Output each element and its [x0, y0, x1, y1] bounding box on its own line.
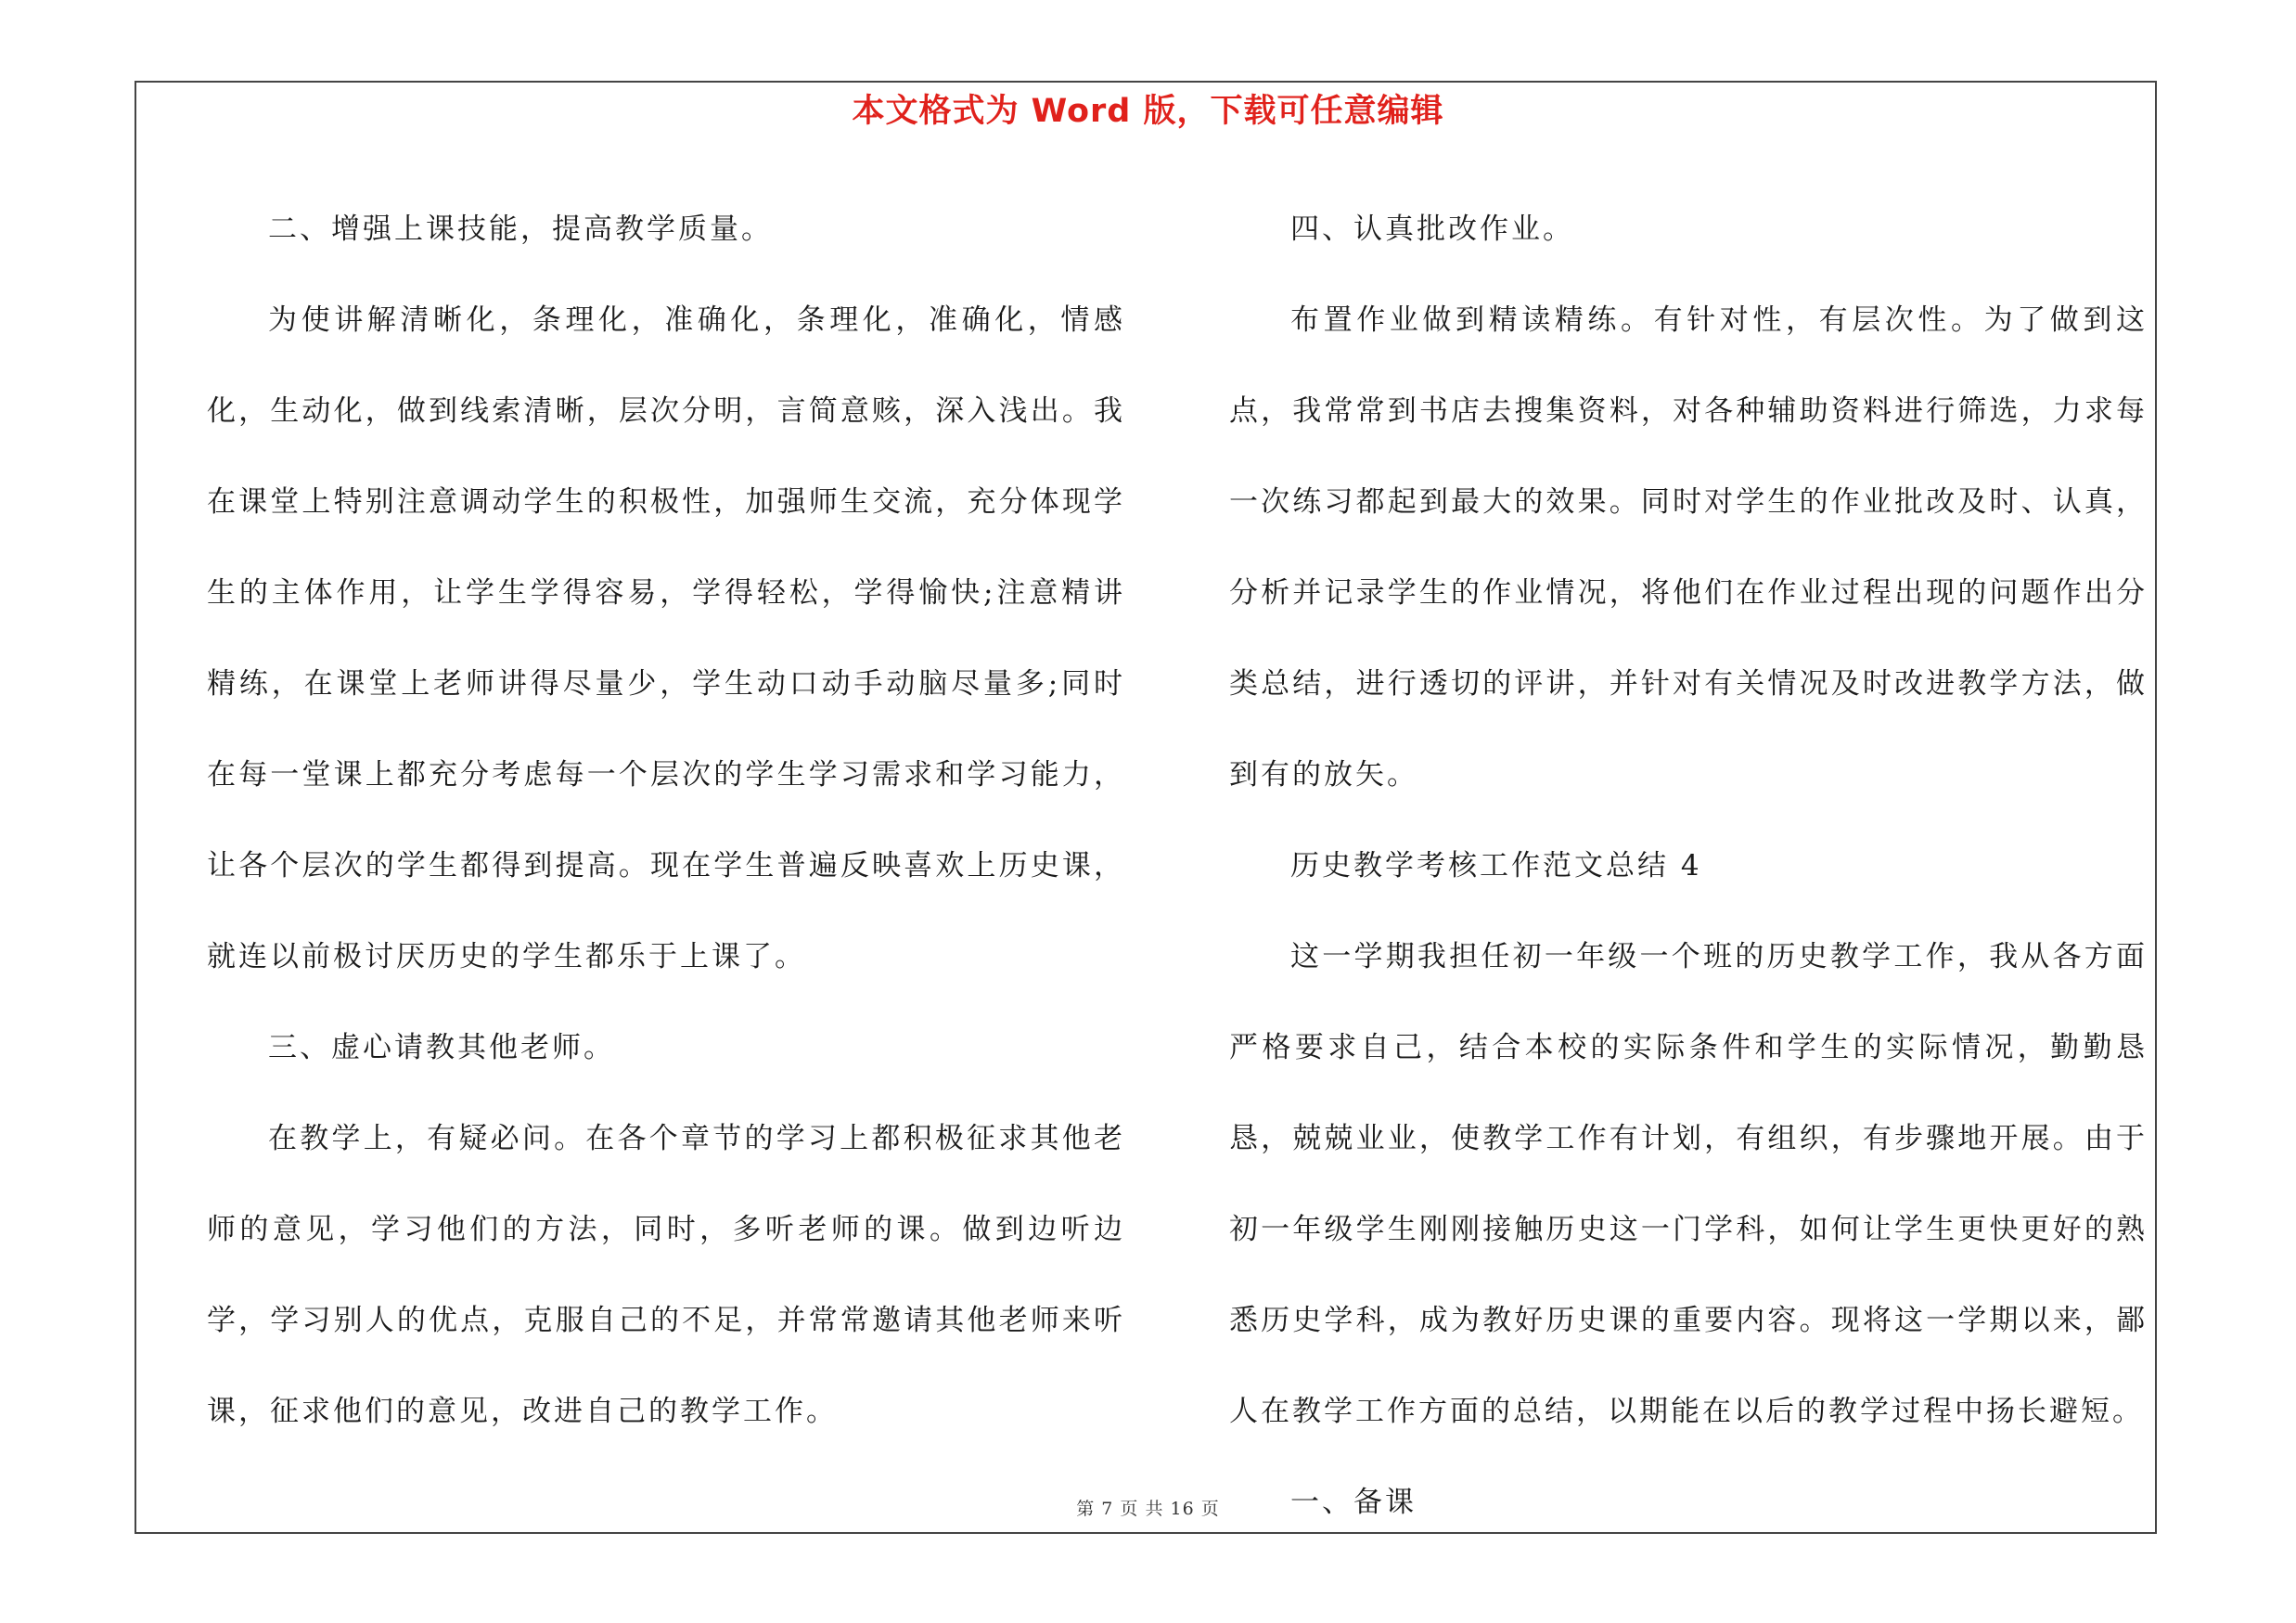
format-banner: 本文格式为 Word 版，下载可任意编辑 [852, 93, 1444, 130]
paragraph: 在教学上，有疑必问。在各个章节的学习上都积极征求其他老师的意见，学习他们的方法，同时，多听老师的课。做到边听边学，学习别人的优点，克服自己的不足，并常常邀请其他老师来听课，征求他们的意见，改进自己的教学工作。 [207, 1122, 1125, 1428]
paragraph: 布置作业做到精读精练。有针对性，有层次性。为了做到这点，我常常到书店去搜集资料，对各种辅助资料进行筛选，力求每一次练习都起到最大的效果。同时对学生的作业批改及时、认真，分析并记录学生的作业情况，将他们在作业过程出现的问题作出分类总结，进行透切的评讲，并针对有关情况及时改进教学方法，做到有的放矢。 [1229, 303, 2148, 792]
right-column [1229, 184, 2148, 1548]
left-column [207, 184, 1125, 1457]
paragraph: 这一学期我担任初一年级一个班的历史教学工作，我从各方面严格要求自己，结合本校的实际条件和学生的实际情况，勤勤恳恳，兢兢业业，使教学工作有计划，有组织，有步骤地开展。由于初一年级学生刚刚接触历史这一门学科，如何让学生更快更好的熟悉历史学科，成为教好历史课的重要内容。现将这一学期以来，鄙人在教学工作方面的总结，以期能在以后的教学过程中扬长避短。 [1229, 940, 2148, 1428]
article-title: 历史教学考核工作范文总结 4 [1290, 849, 1702, 882]
page-number: 第 7 页 共 16 页 [1076, 1499, 1220, 1519]
section-heading-1: 一、备课 [1290, 1486, 1417, 1519]
section-heading-2: 二、增强上课技能，提高教学质量。 [268, 213, 773, 246]
section-heading-4: 四、认真批改作业。 [1290, 213, 1574, 246]
paragraph: 为使讲解清晰化，条理化，准确化，条理化，准确化，情感化，生动化，做到线索清晰，层次分明，言简意赅，深入浅出。我在课堂上特别注意调动学生的积极性，加强师生交流，充分体现学生的主体作用，让学生学得容易，学得轻松，学得愉快;注意精讲精练，在课堂上老师讲得尽量少，学生动口动手动脑尽量多;同时在每一堂课上都充分考虑每一个层次的学生学习需求和学习能力，让各个层次的学生都得到提高。现在学生普遍反映喜欢上历史课，就连以前极讨厌历史的学生都乐于上课了。 [207, 303, 1125, 973]
section-heading-3: 三、虚心请教其他老师。 [268, 1031, 615, 1064]
